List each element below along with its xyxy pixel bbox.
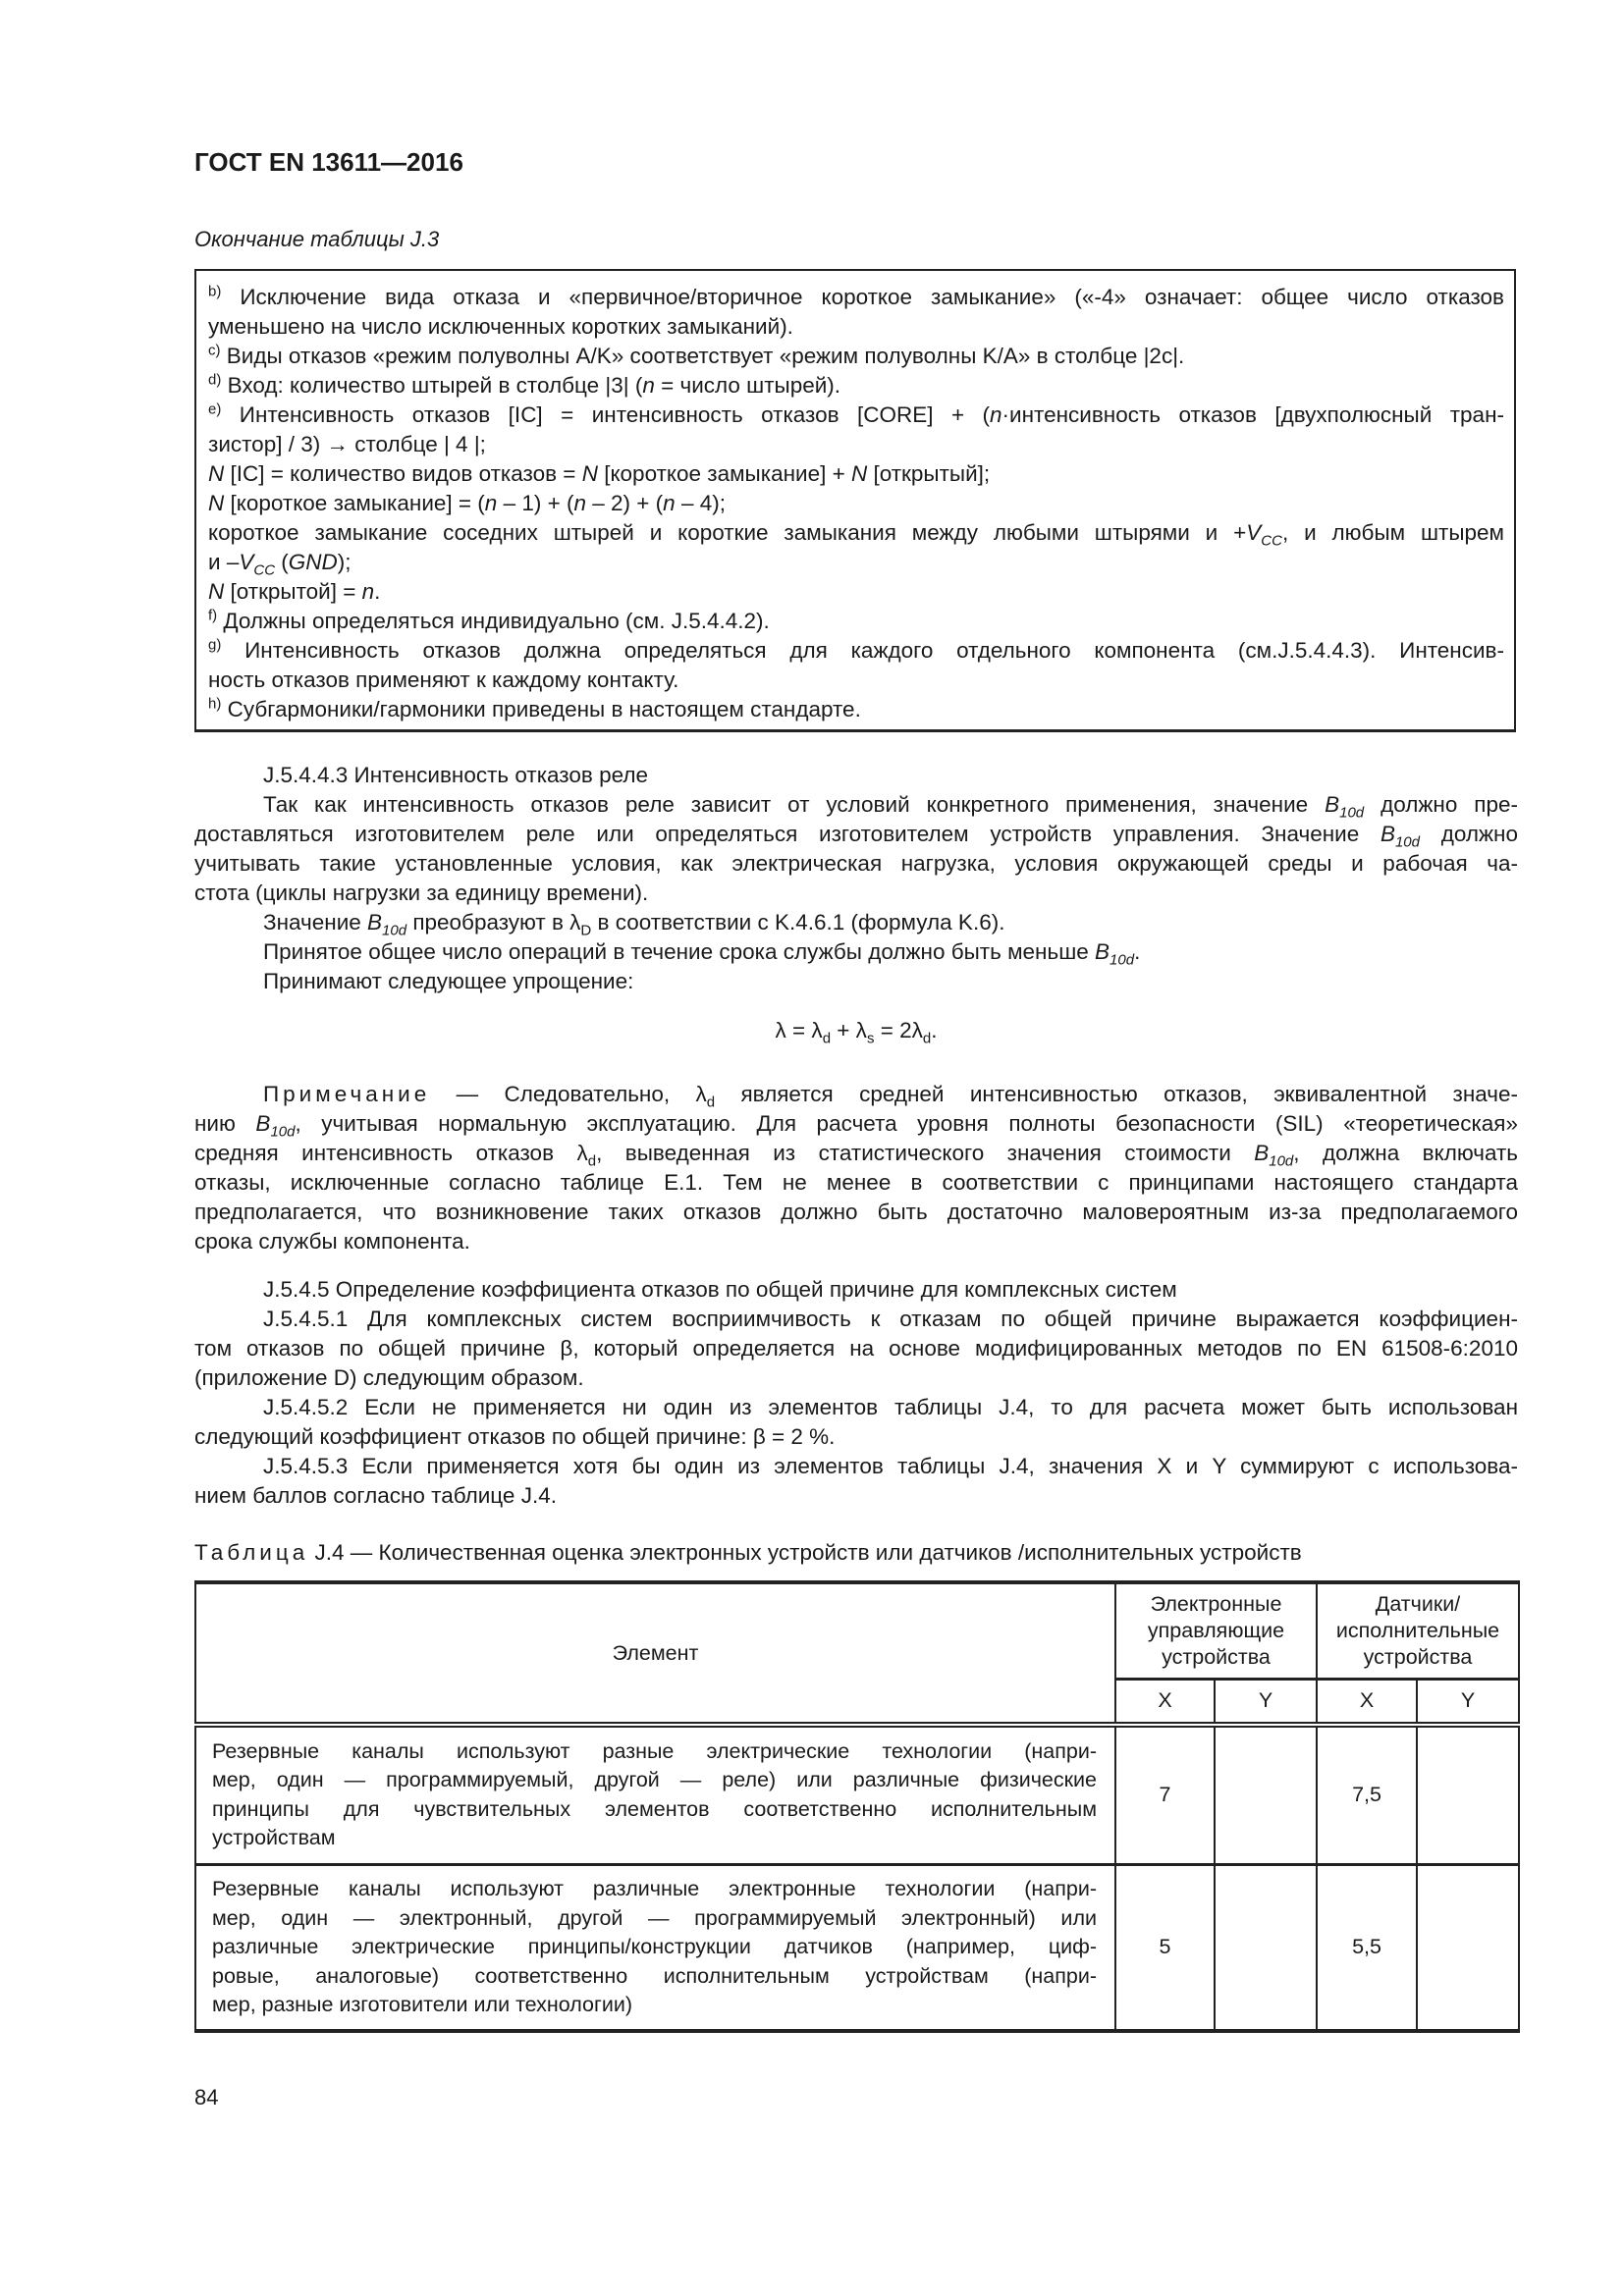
text-run: уменьшено на число исключенных коротких замыканий). (208, 314, 793, 339)
row-element (195, 1725, 1115, 1864)
italic-run: n (484, 491, 498, 515)
subscript: 10d (1269, 1152, 1294, 1170)
text-run: , и любым штырем (1281, 520, 1504, 545)
text-line (194, 849, 1518, 879)
text-line (208, 548, 1504, 577)
subscript: d (706, 1094, 716, 1111)
text-line (194, 967, 1518, 996)
text-run: Принимают следующее упрощение: (263, 969, 634, 993)
text-run: [открытый]; (867, 461, 991, 486)
italic-run: n (573, 491, 586, 515)
cell-line: ровые, аналоговые) соответственно исполнительным устройствам (напри- (212, 1963, 1097, 1988)
subscript: D (580, 922, 592, 939)
text-run: ); (337, 550, 352, 574)
text-line (208, 489, 1504, 518)
italic-run: n (361, 579, 375, 604)
subscript: 10d (270, 1123, 296, 1141)
text-line (194, 1227, 1518, 1256)
text-run: является средней интенсивностью отказов, эквивалентной значе- (715, 1082, 1519, 1106)
text-run: Исключение вида отказа и «первичное/вторичное короткое замыкание» («-4» означает: общее число отказов (221, 285, 1504, 309)
text-line (194, 1198, 1518, 1227)
italic-run: n (642, 373, 655, 398)
text-run: доставляться изготовителем реле или определяться изготовителем устройств управления. Значение (194, 822, 1380, 846)
text-line (208, 607, 1504, 636)
cell-line: мер, один — электронный, другой — программируемый электронный) или (212, 1905, 1097, 1930)
subscript: d (587, 1152, 597, 1170)
text-run: предполагается, что возникновение таких отказов должно быть достаточно маловероятным из-за предполагаемого (194, 1200, 1518, 1224)
text-run: ность отказов применяют к каждому контакту. (208, 667, 679, 692)
text-run: Виды отказов «режим полуволны A/K» соответствует «режим полуволны K/A» в столбце |2c|. (220, 344, 1185, 368)
subscript: CC (1261, 532, 1282, 550)
text-run: нию (194, 1111, 256, 1136)
text-run: средняя интенсивность отказов λ (194, 1141, 588, 1165)
text-run: – 1) + ( (497, 491, 574, 515)
subscript: 10d (1339, 804, 1365, 822)
footnote-marker: f) (208, 607, 218, 624)
row-x2: 5,5 (1317, 1864, 1417, 2031)
text-run: — Следовательно, λ (430, 1082, 707, 1106)
footnote-marker: e) (208, 400, 222, 418)
header-x2: X (1317, 1679, 1417, 1725)
text-line (208, 666, 1504, 695)
text-line (194, 1080, 1518, 1109)
text-run: следующий коэффициент отказов по общей причине: β = 2 %. (194, 1424, 836, 1449)
text-run: [открытой] = (224, 579, 362, 604)
header-electronic-control: Электронные управляющие устройства (1115, 1582, 1317, 1679)
cell-line: Резервные каналы используют разные электрические технологии (напри- (212, 1738, 1097, 1763)
header-y2: Y (1417, 1679, 1519, 1725)
text-line (194, 1422, 1518, 1452)
text-run: в соответствии с K.4.6.1 (формула K.6). (591, 910, 1005, 934)
row-x2: 7,5 (1317, 1725, 1417, 1864)
italic-run: N (208, 491, 225, 515)
italic-run: B (367, 910, 383, 934)
header-sensors-actuators: Датчики/ исполнительные устройства (1317, 1582, 1519, 1679)
formula (194, 1016, 1518, 1045)
subscript: 10d (1110, 951, 1135, 969)
text-run: λ = λ (775, 1018, 823, 1042)
cell-line: мер, один — программируемый, другой — реле) или различные физические (212, 1768, 1097, 1792)
italic-run: GND (288, 550, 338, 574)
italic-run: V (239, 550, 254, 574)
text-line (208, 400, 1504, 430)
text-run: короткое замыкание соседних штырей и короткие замыкания между любыми штырями и + (208, 520, 1247, 545)
text-run: Так как интенсивность отказов реле зависит от условий конкретного применения, значение (263, 792, 1326, 817)
text-run: ·интенсивность отказов [двухполюсный тран- (1001, 402, 1504, 427)
text-run: зистор] / 3) → столбце | 4 |; (208, 432, 486, 456)
text-run: [короткое замыкание] = ( (224, 491, 485, 515)
text-line (208, 283, 1504, 312)
text-run: . (374, 579, 381, 604)
text-run: стота (циклы нагрузки за единицу времени). (194, 881, 649, 905)
header-element: Элемент (195, 1582, 1115, 1725)
text-run: = число штырей). (654, 373, 841, 398)
text-line (194, 908, 1518, 937)
table-row (195, 1864, 1519, 2031)
text-run: преобразуют в λ (406, 910, 581, 934)
text-run: (приложение D) следующим образом. (194, 1365, 584, 1390)
section-j5443 (194, 761, 1518, 996)
text-run: J.5.4.4.3 Интенсивность отказов реле (263, 763, 649, 787)
text-run: J.5.4.5.2 Если не применяется ни один из элементов таблицы J.4, то для расчета может быть использован (263, 1395, 1518, 1419)
document-header: ГОСТ EN 13611—2016 (194, 147, 463, 177)
cell-line: различные электрические принципы/конструкции датчиков (например, циф- (212, 1935, 1097, 1958)
text-line (208, 342, 1504, 371)
text-run: Субгармоники/гармоники приведены в настоящем стандарте. (221, 697, 861, 721)
text-line (194, 1393, 1518, 1422)
text-run: Должны определяться индивидуально (см. J.5.4.4.2). (217, 609, 770, 633)
text-line (194, 1452, 1518, 1481)
italic-run: B (1095, 939, 1110, 964)
text-line (194, 820, 1518, 849)
cell-line: принципы для чувствительных элементов соответственно исполнительным (212, 1796, 1097, 1821)
text-run: Интенсивность отказов должна определяться для каждого отдельного компонента (см.J.5.4.4.3). Интенсив- (221, 638, 1504, 663)
text-run: [короткое замыкание] + (597, 461, 851, 486)
italic-run: n (663, 491, 676, 515)
text-run: J.5.4.5.1 Для комплексных систем восприимчивость к отказам по общей причине выражается коэффициен- (263, 1307, 1518, 1331)
page-number: 84 (194, 2085, 219, 2109)
italic-run: N (581, 461, 598, 486)
table-continuation-label: Окончание таблицы J.3 (194, 227, 440, 251)
text-run: , выведенная из статистического значения стоимости (596, 1141, 1255, 1165)
text-line (194, 1305, 1518, 1334)
text-run: , должна включать (1293, 1141, 1519, 1165)
table-j4 (194, 1580, 1520, 2033)
text-run: срока службы компонента. (194, 1229, 470, 1254)
text-line (194, 790, 1518, 820)
text-line (194, 879, 1518, 908)
footnote-marker: d) (208, 371, 222, 389)
table-caption (194, 1538, 1518, 1568)
text-run: и – (208, 550, 240, 574)
subscript: d (822, 1030, 832, 1047)
italic-run: B (1325, 792, 1340, 817)
table-row (195, 1725, 1519, 1864)
text-run: – 2) + ( (586, 491, 664, 515)
header-y1: Y (1215, 1679, 1317, 1725)
table-caption-text: J.4 — Количественная оценка электронных устройств или датчиков /исполнительных устройств (308, 1540, 1302, 1565)
text-line (194, 1168, 1518, 1198)
row-element (195, 1864, 1115, 2031)
row-y2 (1417, 1864, 1519, 2031)
text-run: Принятое общее число операций в течение срока службы должно быть меньше (263, 939, 1096, 964)
footnote-marker: b) (208, 283, 222, 300)
subscript: 10d (1394, 833, 1420, 851)
text-line (208, 577, 1504, 607)
header-x1: X (1115, 1679, 1215, 1725)
subscript: 10d (382, 922, 407, 939)
text-line (194, 1363, 1518, 1393)
text-run: J.5.4.5.3 Если применяется хотя бы один из элементов таблицы J.4, значения X и Y суммируют с использова- (263, 1454, 1518, 1478)
cell-line: мер, разные изготовители или технологии) (212, 1993, 633, 2016)
text-line (194, 1139, 1518, 1168)
italic-run: B (1380, 822, 1395, 846)
text-run: учитывать такие установленные условия, как электрическая нагрузка, условия окружающей среды и рабочая ча- (194, 851, 1518, 876)
row-y2 (1417, 1725, 1519, 1864)
text-run: – 4); (675, 491, 726, 515)
text-line (208, 371, 1504, 400)
text-line (194, 1109, 1518, 1139)
cell-line: устройствам (212, 1826, 336, 1850)
text-run: Значение (263, 910, 368, 934)
table-caption-label: Таблица (194, 1540, 309, 1565)
text-run: = 2λ (874, 1018, 923, 1042)
italic-run: B (1254, 1141, 1270, 1165)
text-run: Вход: количество штырей в столбце |3| ( (221, 373, 643, 398)
text-line (208, 636, 1504, 666)
cell-line: Резервные каналы используют различные электронные технологии (напри- (212, 1877, 1097, 1900)
text-line (194, 1481, 1518, 1511)
subscript: d (922, 1030, 932, 1047)
table-j3-footnotes (194, 269, 1516, 732)
footnote-marker: h) (208, 695, 222, 713)
italic-run: V (1246, 520, 1262, 545)
text-run: . (931, 1018, 938, 1042)
text-line (194, 1275, 1518, 1305)
text-run: ( (275, 550, 289, 574)
italic-run: n (990, 402, 1002, 427)
footnote-marker: c) (208, 342, 221, 359)
row-y1 (1215, 1864, 1317, 2031)
italic-run: N (208, 579, 225, 604)
row-x1: 5 (1115, 1864, 1215, 2031)
text-line (194, 1334, 1518, 1363)
text-line (208, 312, 1504, 342)
italic-run: N (208, 461, 225, 486)
text-run: Интенсивность отказов [IC] = интенсивность отказов [CORE] + ( (221, 402, 991, 427)
text-run: J.5.4.5 Определение коэффициента отказов по общей причине для комплексных систем (263, 1277, 1177, 1302)
text-line (208, 695, 1504, 724)
italic-run: N (850, 461, 868, 486)
italic-run: B (255, 1111, 271, 1136)
text-run: отказы, исключенные согласно таблице E.1. Тем не менее в соответствии с принципами настоящего стандарта (194, 1170, 1518, 1195)
text-run: том отказов по общей причине β, который определяется на основе модифицированных методов по EN 61508-6:2010 (194, 1336, 1518, 1361)
text-line (208, 518, 1504, 548)
footnote-marker: g) (208, 636, 222, 654)
text-run: , учитывая нормальную эксплуатацию. Для расчета уровня полноты безопасности (SIL) «теоретическая» (295, 1111, 1518, 1136)
text-run: должно пре- (1364, 792, 1518, 817)
row-x1: 7 (1115, 1725, 1215, 1864)
note-label: Примечание (263, 1082, 431, 1106)
row-y1 (1215, 1725, 1317, 1864)
subscript: s (866, 1030, 875, 1047)
text-line (208, 430, 1504, 459)
text-run: должно (1420, 822, 1518, 846)
subscript: CC (253, 561, 276, 579)
text-run: нием баллов согласно таблице J.4. (194, 1483, 557, 1508)
text-run: [IC] = количество видов отказов = (224, 461, 582, 486)
text-line (208, 459, 1504, 489)
section-j545 (194, 1275, 1518, 1511)
text-run: . (1134, 939, 1141, 964)
text-line (194, 937, 1518, 967)
note (194, 1080, 1518, 1256)
text-run: + λ (831, 1018, 867, 1042)
text-line (194, 761, 1518, 790)
